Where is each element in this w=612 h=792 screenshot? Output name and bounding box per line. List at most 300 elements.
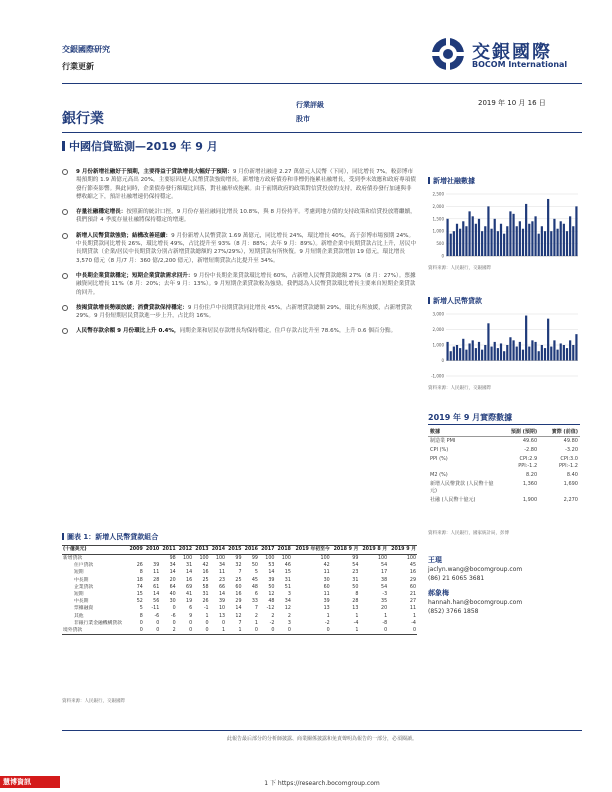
table-row-label: 中長期: [74, 599, 89, 605]
table-cell: 41: [186, 592, 193, 598]
table-cell: 34: [218, 563, 226, 569]
chart2-bar: [556, 350, 558, 361]
chart2-bar: [484, 345, 486, 361]
table-cell: 69: [186, 584, 193, 590]
key-data-title: 2019 年 9 月實際數據: [428, 413, 513, 422]
table-cell: 48: [268, 599, 275, 605]
chart1-bar: [541, 226, 543, 256]
chart1-bar: [500, 224, 502, 256]
table-cell: 0: [189, 620, 193, 626]
chart1-bar: [519, 221, 521, 256]
table-cell: -2: [269, 620, 275, 626]
table-cell: 0: [139, 620, 143, 626]
bocom-logo-icon: [430, 36, 466, 72]
table-cell: 1: [331, 627, 360, 635]
table-cell: 1: [226, 627, 242, 635]
chart2-heading: 新增人民幣貸款: [428, 296, 482, 306]
key-data-source: 資料來源：人民銀行，國家統計局，彭博: [428, 531, 509, 536]
table-header: 2018: [275, 546, 291, 555]
table-cell: 1: [210, 627, 226, 635]
chart2-bar: [522, 350, 524, 361]
chart2-bar: [462, 339, 464, 361]
bullet-item: 中長期企業貸款穩定；短期企業貸款需求回升：9 月份中長期企業貸款環比增長 60%，占新增人民幣貸款總額 27%（8 月：27%）。票據融資同比增長 11%（8 月：20%；去年 9 月：13%）。9 月短期企業貸款較為強勁，我們認為人民幣貸款環比增長主要來自短期企業貸款的回升。: [62, 272, 417, 297]
table-cell: 14: [153, 592, 160, 598]
chart2-bar: [494, 342, 496, 361]
chart1-tick-label: 1,500: [432, 216, 444, 222]
table-cell: 100: [183, 556, 193, 561]
table-cell: 16: [202, 570, 209, 576]
table-cell: -4: [353, 620, 359, 626]
logo-chinese-name: 交銀國際: [472, 42, 552, 63]
table-cell: 13: [218, 613, 226, 619]
table-cell: 61: [153, 584, 160, 590]
table-header: 2009: [127, 546, 143, 555]
chart2-bar: [478, 342, 480, 361]
table-cell: 31: [202, 592, 209, 598]
table-cell: 9: [189, 613, 193, 619]
table-cell: 30: [169, 599, 176, 605]
chart2-bar: [475, 348, 477, 360]
table-row: [62, 569, 417, 576]
key-data-cell: 制造業 PMI: [430, 438, 456, 444]
table-cell: 39: [268, 577, 275, 583]
chart1-tsf-bars: [428, 190, 580, 260]
chart2-bar: [531, 340, 533, 360]
chart1-source: 資料來源：人民銀行，交銀國際: [428, 266, 491, 271]
table-cell: 21: [409, 592, 416, 598]
table-row: [62, 562, 417, 569]
tag-rating: 行業評級: [296, 101, 324, 109]
table-cell: -1: [203, 606, 209, 612]
key-data-row: [428, 446, 580, 455]
table-cell: 0: [243, 627, 259, 635]
key-data-cell: 2,270: [563, 497, 578, 503]
key-data-row: [428, 437, 580, 447]
table-cell: 10: [218, 606, 226, 612]
table-cell: 0: [359, 627, 388, 635]
chart2-bar: [541, 345, 543, 361]
table-row: [62, 605, 417, 612]
table-cell: 8: [355, 592, 359, 598]
table-cell: 16: [409, 570, 416, 576]
table-cell: 64: [169, 584, 176, 590]
table-header: 2016: [243, 546, 259, 555]
footer-divider: [62, 730, 582, 731]
chart1-bar: [522, 229, 524, 256]
key-data-header: 實際 (前值): [539, 427, 580, 437]
table-header: 2019 8 月: [359, 546, 388, 555]
bullet-circle-icon: [62, 233, 68, 239]
key-data-cell: PPI (%): [430, 456, 448, 462]
bullet-circle-icon: [62, 169, 68, 175]
analyst-name: 王琨: [428, 556, 442, 564]
table-header: 2011: [160, 546, 176, 555]
table-cell: 2: [271, 613, 275, 619]
loan-mix-table-source: 資料來源：人民銀行，交銀國際: [62, 699, 125, 704]
table-row: [62, 584, 417, 591]
chart1-bar: [506, 226, 508, 256]
table-cell: 28: [153, 577, 160, 583]
key-data-cell: CPI (%): [430, 447, 449, 453]
table-cell: 20: [381, 606, 388, 612]
key-data-cell: 1,360: [522, 481, 538, 487]
chart2-bar: [563, 345, 565, 361]
table-header: 2019 9 月: [388, 546, 417, 555]
title-divider: [62, 132, 582, 133]
table-cell: 50: [352, 584, 359, 590]
table-cell: 14: [268, 570, 275, 576]
table-cell: -2: [324, 620, 330, 626]
chart1-bar: [556, 229, 558, 256]
chart2-bar: [553, 340, 555, 360]
table-cell: 42: [202, 563, 209, 569]
table-cell: -4: [411, 620, 416, 626]
table-cell: 34: [169, 563, 176, 569]
table-cell: 15: [136, 592, 143, 598]
chart1-bar: [547, 199, 549, 256]
sector-title: 銀行業: [62, 111, 104, 127]
table-cell: 0: [275, 627, 291, 635]
table-cell: 46: [284, 563, 291, 569]
chart1-bar: [465, 226, 467, 256]
table-cell: 39: [153, 563, 160, 569]
bullet-circle-icon: [62, 305, 68, 311]
chart2-bar: [519, 342, 521, 361]
table-cell: 34: [284, 599, 291, 605]
chart1-bar: [456, 224, 458, 256]
analyst-phone: (852) 3766 1858: [428, 608, 479, 615]
table-header: 2013: [193, 546, 209, 555]
table-cell: 28: [352, 599, 359, 605]
chart1-bar: [450, 234, 452, 256]
table-cell: 12: [284, 606, 291, 612]
table-cell: 20: [169, 577, 176, 583]
table-cell: 100: [320, 556, 330, 561]
table-header: 2010: [144, 546, 160, 555]
table-cell: 100: [215, 556, 226, 561]
chart1-bar: [490, 229, 492, 256]
analyst-phone: (86) 21 6065 3681: [428, 575, 485, 582]
table-cell: 0: [259, 627, 275, 635]
chart1-bar: [459, 229, 461, 256]
table-cell: 31: [352, 577, 359, 583]
chart2-bar: [459, 348, 461, 360]
chart2-bar: [528, 347, 530, 361]
key-data-row: [428, 496, 580, 505]
table-cell: 13: [323, 606, 330, 612]
chart1-bar: [494, 219, 496, 256]
chart1-tick-label: 500: [436, 241, 444, 247]
table-cell: 54: [381, 563, 388, 569]
table-cell: 18: [136, 577, 143, 583]
table-cell: 25: [235, 577, 242, 583]
table-cell: 15: [284, 570, 291, 576]
table-header: 2014: [210, 546, 226, 555]
bullet-circle-icon: [62, 328, 68, 334]
key-data-cell: 8.20: [526, 472, 538, 478]
chart2-tick-label: 3,000: [432, 311, 444, 317]
table-cell: 1: [205, 613, 209, 619]
chart1-bar: [553, 219, 555, 256]
key-data-header: 數據: [428, 427, 498, 437]
chart2-bar: [534, 342, 536, 361]
bullet-item: 人民幣存款余額 9 月份環比上升 0.4%，同期企業和居民存款增長均保持穩定，住戶存款占比升至 78.6%，上升 0.6 個百分點。: [62, 327, 417, 335]
key-data-cell: 49.60: [522, 438, 538, 444]
chart1-bar: [481, 231, 483, 256]
table-cell: 48: [251, 584, 258, 590]
table-cell: 7: [254, 606, 258, 612]
chart1-bar: [525, 204, 527, 256]
table-cell: 0: [127, 627, 143, 635]
table-cell: 53: [268, 563, 275, 569]
chart1-bar: [503, 234, 505, 256]
key-data-cell: -2.80: [524, 447, 538, 453]
table-row-label: 住戶貸款: [74, 563, 94, 569]
table-cell: 51: [284, 584, 291, 590]
table-cell: -12: [266, 606, 275, 612]
table-row: [62, 620, 417, 627]
header-divider: [62, 83, 582, 84]
analyst-name: 郝象梅: [428, 589, 449, 597]
table-cell: 12: [235, 613, 242, 619]
chart2-bar: [446, 342, 448, 361]
chart2-tick-label: -1,000: [431, 373, 444, 379]
tag-market: 股市: [296, 115, 310, 123]
table-row-label: 票據融資: [74, 606, 94, 612]
table-row-label: 境外貸款: [62, 627, 127, 635]
table-cell: 5: [254, 570, 258, 576]
table-cell: 60: [409, 584, 416, 590]
table-cell: 54: [381, 584, 388, 590]
table-cell: 1: [412, 613, 416, 619]
chart2-bar: [538, 351, 540, 360]
chart1-bar: [453, 231, 455, 256]
key-data-cell: 49.80: [563, 438, 578, 444]
table-cell: 26: [202, 599, 209, 605]
table-cell: 98: [169, 556, 176, 561]
bullet-item: 按揭貸款增長勢頭放緩；消費貸款保持穩定：9 月份住戶中長期貸款同比增長 45%，占新增貸款總額 29%，環比有所放緩，占新增貸款 29%。9 月份短期居民貸款進一步上升，占比約 16%。: [62, 304, 417, 321]
table-row: [62, 613, 417, 620]
chart2-bar: [572, 345, 574, 361]
table-row-label: 非銀行業金融機構貸款: [74, 620, 122, 626]
chart2-bar: [456, 345, 458, 361]
table-cell: 11: [409, 606, 416, 612]
chart2-tick-label: 0: [441, 358, 444, 363]
table-cell: 17: [381, 570, 388, 576]
logo-english-name: BOCOM International: [472, 60, 568, 69]
table-cell: 32: [235, 563, 242, 569]
chart1-bar: [497, 231, 499, 256]
report-title-text: 中國信貸監測—2019 年 9 月: [69, 140, 218, 153]
chart2-loans-bars: [428, 310, 580, 380]
summary-bullets: [62, 168, 417, 343]
key-data-cell: -3.20: [565, 447, 578, 453]
key-data-header: 預測 (預期): [498, 427, 539, 437]
key-data-cell: M2 (%): [430, 472, 448, 478]
chart2-bar: [566, 348, 568, 360]
report-title: [62, 138, 218, 154]
chart1-bar: [569, 216, 571, 256]
chart2-bar: [503, 351, 505, 360]
table-row: [62, 627, 417, 635]
table-cell: 7: [238, 620, 242, 626]
chart1-bar: [462, 221, 464, 256]
chart1-bar: [487, 206, 489, 256]
chart1-bar: [560, 221, 562, 256]
table-cell: 74: [136, 584, 143, 590]
table-cell: 0: [172, 620, 176, 626]
table-cell: 8: [139, 570, 143, 576]
table-cell: 14: [235, 606, 242, 612]
table-cell: -3: [382, 592, 388, 598]
table-cell: 0: [292, 627, 331, 635]
table-cell: 27: [409, 599, 416, 605]
table-cell: 39: [218, 599, 226, 605]
table-row: [62, 591, 417, 598]
table-cell: 0: [156, 620, 160, 626]
table-cell: 3: [287, 592, 291, 598]
key-data-cell: CPI:3.0 PPI:-1.2: [559, 456, 578, 469]
bullet-circle-icon: [62, 273, 68, 279]
key-data-table: [428, 427, 580, 505]
table-row-label: 短期: [74, 592, 84, 598]
table-cell: -6: [154, 613, 160, 619]
table-cell: 11: [323, 570, 330, 576]
table-cell: 33: [251, 599, 258, 605]
key-data-cell: CPI:2.9 PPI:-1.2: [518, 456, 538, 469]
chart2-source: 資料來源：人民銀行，交銀國際: [428, 386, 491, 391]
chart1-tick-label: 1,000: [432, 228, 444, 234]
table-header: 2018 9 月: [331, 546, 360, 555]
table-cell: 100: [281, 556, 291, 561]
table-cell: 3: [287, 620, 291, 626]
chart2-bar: [560, 343, 562, 360]
department-label: 交銀國際研究: [62, 45, 110, 54]
chart1-tick-label: 2,000: [432, 203, 444, 209]
chart2-bar: [450, 351, 452, 360]
chart2-bar: [550, 347, 552, 361]
page-footer: 1 下 https://research.bocomgroup.com: [264, 780, 380, 787]
table-cell: 23: [352, 570, 359, 576]
table-cell: 0: [205, 620, 209, 626]
table-cell: 45: [251, 577, 258, 583]
table-cell: 0: [172, 606, 176, 612]
key-data-divider: [428, 424, 580, 425]
table-cell: 38: [381, 577, 388, 583]
chart1-bar: [566, 231, 568, 256]
watermark-stamp: 慧博資訊: [0, 776, 60, 788]
key-data-cell: 社融 (人民幣十億元): [430, 497, 476, 503]
key-data-cell: 1,900: [522, 497, 538, 503]
report-header: [62, 44, 110, 72]
table-cell: 6: [254, 592, 258, 598]
table-cell: 58: [202, 584, 209, 590]
table-cell: 0: [193, 627, 209, 635]
table-cell: 45: [409, 563, 416, 569]
table-cell: 100: [406, 556, 416, 561]
table-cell: 29: [235, 599, 242, 605]
table-cell: 31: [284, 577, 291, 583]
chart2-bar: [525, 316, 527, 361]
chart2-bar: [465, 350, 467, 361]
chart2-bar: [497, 348, 499, 360]
table-cell: 0: [388, 627, 417, 635]
table-row: [62, 598, 417, 605]
table-cell: 100: [265, 556, 275, 561]
table-cell: 19: [186, 599, 193, 605]
analyst-contacts: [428, 556, 580, 616]
key-data-row: [428, 471, 580, 480]
chart2-bar: [569, 340, 571, 360]
chart1-bar: [512, 214, 514, 256]
table-header: 2012: [177, 546, 193, 555]
chart2-bar: [509, 337, 511, 360]
bullet-item: 存量社融穩定增長：按照新的統計口徑，9 月份存量社融同比增長 10.8%，與 8 月份持平。考慮到地方債的支持政策和信貸投放將繼續，我們預計 4 季度存量社融將保持穩定的增速。: [62, 208, 417, 225]
report-type-label: 行業更新: [62, 62, 94, 71]
chart1-bar: [575, 206, 577, 256]
table-cell: 60: [235, 584, 242, 590]
chart1-bar: [550, 231, 552, 256]
chart2-bar: [453, 347, 455, 361]
table-cell: 13: [352, 606, 359, 612]
chart2-tick-label: 2,000: [432, 327, 444, 332]
table-cell: 2: [254, 613, 258, 619]
table-row: [62, 555, 417, 563]
table-header: 2015: [226, 546, 242, 555]
table-cell: 99: [251, 556, 258, 561]
table-cell: 1: [254, 620, 258, 626]
table-cell: 11: [218, 570, 226, 576]
bocom-logo: [430, 36, 580, 76]
table-cell: -6: [170, 613, 176, 619]
report-date: 2019 年 10 月 16 日: [478, 99, 546, 107]
analyst-email[interactable]: hannah.han@bocomgroup.com: [428, 599, 523, 606]
table-header: 2017: [259, 546, 275, 555]
table-cell: 99: [352, 556, 359, 561]
table-cell: 60: [323, 584, 330, 590]
bullet-item: 新增人民幣貸款強勁；結構改善延續：9 月份新增人民幣貸款 1.69 萬億元，同比增長 24%，環比增長 40%，高于彭博市場預期 24%。中長期貸款同比增長 26%，環比增長 49%，占比提升至 93%（8 月：88%；去年 9 月：89%）。新增企業中長期貸款占比上升，居民中長期貸款（企業/居民中長期貸款分別占新增貸款總額的 27%/29%），短期貸款有所恢復。9 月短期企業貸款增加 19 億元，環比增長 3,570 億元（8 月/7 月：360 億/2,200 億元），新增短期貸款占比提升至 34%。: [62, 232, 417, 265]
chart1-bar: [446, 219, 448, 256]
table-cell: 11: [153, 570, 160, 576]
chart2-bar: [512, 340, 514, 360]
table-cell: 5: [139, 606, 143, 612]
table-cell: 39: [323, 599, 330, 605]
table-cell: 7: [238, 570, 242, 576]
table-cell: 2: [287, 613, 291, 619]
report-tags: [296, 98, 324, 126]
table-cell: 26: [136, 563, 143, 569]
chart2-bar: [490, 347, 492, 361]
chart1-bar: [509, 211, 511, 256]
table-cell: 40: [169, 592, 176, 598]
table-cell: 1: [384, 613, 388, 619]
loan-mix-table-title: 圖表 1：新增人民幣貸款組合: [62, 532, 158, 542]
table-cell: 6: [189, 606, 193, 612]
key-data-cell: 1,690: [563, 481, 578, 487]
table-cell: 14: [218, 592, 226, 598]
table-cell: 50: [268, 584, 275, 590]
table-cell: 99: [235, 556, 242, 561]
bullet-circle-icon: [62, 209, 68, 215]
table-cell: 0: [177, 627, 193, 635]
table-row-label: 企業貸款: [74, 584, 94, 590]
analyst-email[interactable]: jaclyn.wang@bocomgroup.com: [428, 566, 523, 573]
table-cell: 2: [160, 627, 176, 635]
table-row: [62, 577, 417, 584]
chart2-bar: [500, 343, 502, 360]
table-header: (十億美元): [62, 546, 127, 555]
table-cell: 100: [199, 556, 209, 561]
